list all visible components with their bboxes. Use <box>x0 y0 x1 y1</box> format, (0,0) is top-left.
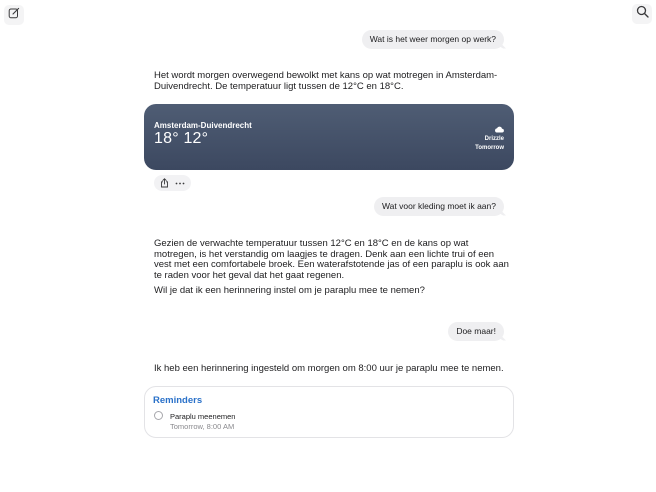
user-message-text: Wat voor kleding moet ik aan? <box>381 201 496 211</box>
weather-location: Amsterdam-Duivendrecht <box>154 121 252 130</box>
assistant-message: Ik heb een herinnering ingesteld om morgen om 8:00 uur je paraplu mee te nemen. <box>154 363 504 374</box>
weather-condition: Drizzle <box>484 136 504 142</box>
assistant-message: Het wordt morgen overwegend bewolkt met kans op wat motregen in Amsterdam-Duivendrecht. De temperatuur ligt tussen de 12°C en 18°C. <box>154 70 498 92</box>
message-actions <box>154 175 191 191</box>
reminder-item-title: Paraplu meenemen <box>170 412 236 421</box>
weather-day: Tomorrow <box>475 145 504 151</box>
search-icon <box>636 5 649 23</box>
reminder-item-time: Tomorrow, 8:00 AM <box>170 422 235 431</box>
user-message-bubble <box>374 197 504 216</box>
assistant-message: Gezien de verwachte temperatuur tussen 12°C en 18°C en de kans op wat motregen, is het verstandig om laagjes te dragen. Denk aan een lichte trui of een vest met een comfortabele broek. Een waterafstotende jas of een paraplu is ook aan te raden voor het geval dat het gaat regenen. <box>154 238 509 281</box>
user-message-text: Doe maar! <box>456 326 496 336</box>
search-button[interactable] <box>632 4 652 24</box>
reminders-title: Reminders <box>153 395 203 406</box>
user-message-bubble <box>362 30 504 49</box>
weather-card[interactable] <box>144 104 514 170</box>
weather-temperatures: 18° 12° <box>154 130 209 147</box>
share-icon[interactable] <box>158 176 172 190</box>
more-icon[interactable] <box>173 176 187 190</box>
compose-icon <box>8 6 20 24</box>
user-message-text: Wat is het weer morgen op werk? <box>369 34 496 44</box>
reminder-checkbox[interactable] <box>154 411 163 420</box>
assistant-message: Wil je dat ik een herinnering instel om je paraplu mee te nemen? <box>154 285 425 296</box>
user-message-bubble <box>448 322 504 341</box>
compose-button[interactable] <box>4 5 24 25</box>
reminders-card[interactable] <box>144 386 514 438</box>
